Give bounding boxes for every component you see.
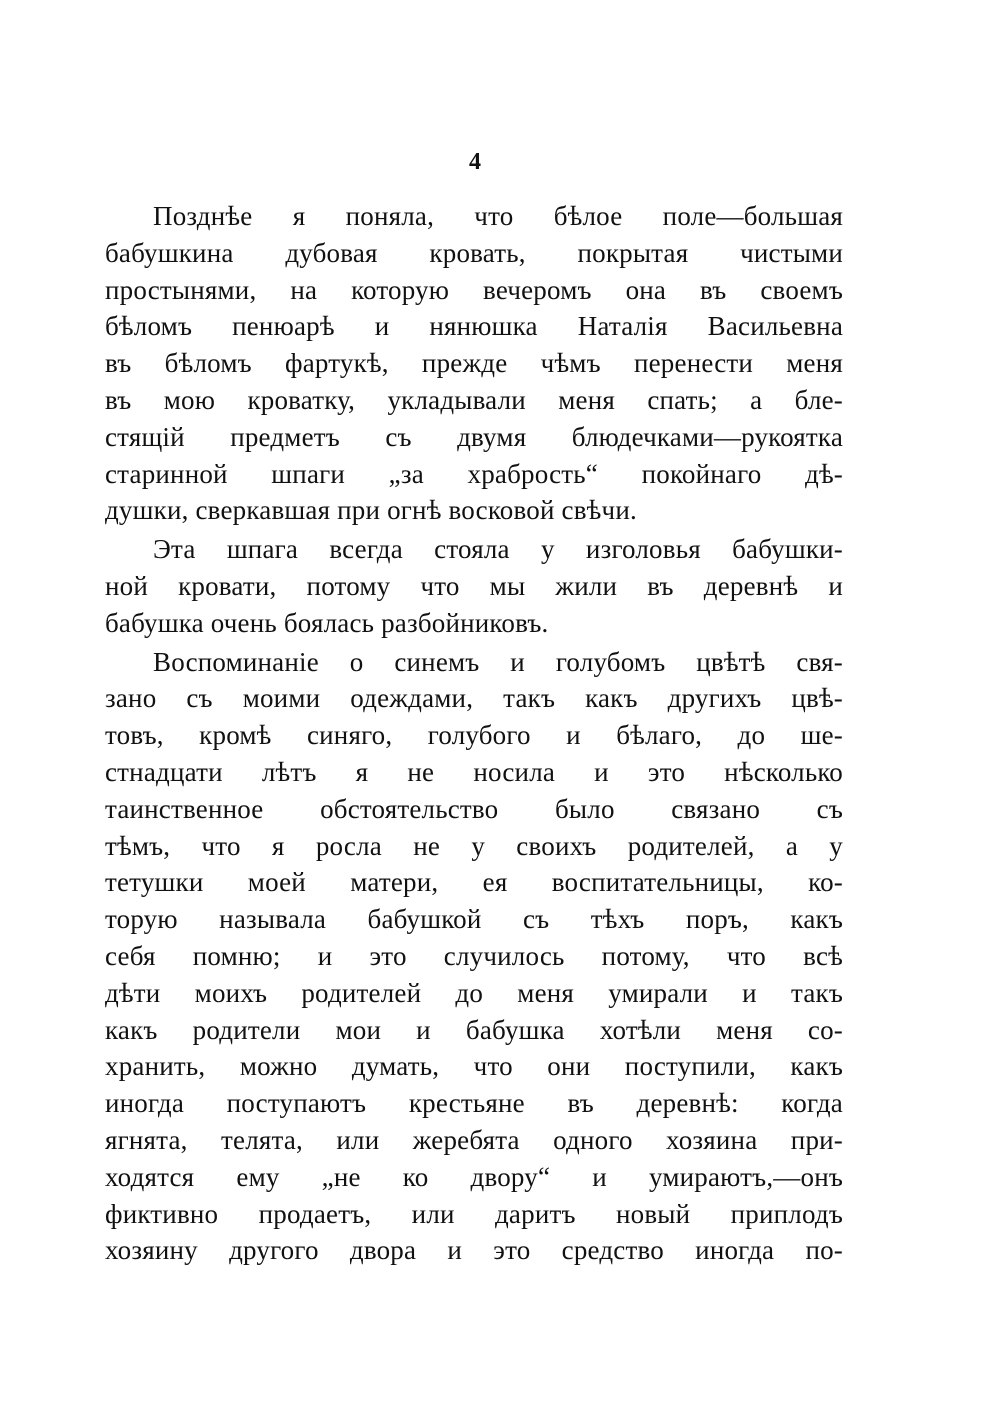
paragraph <box>105 198 843 529</box>
text-line: иногда поступаютъ крестьяне въ деревнѣ: когда <box>105 1088 843 1119</box>
text-line: ходятся ему „не ко двору“ и умираютъ,—онъ <box>105 1161 843 1192</box>
text-line: простынями, на которую вечеромъ она въ своемъ <box>105 274 843 305</box>
text-line: какъ родители мои и бабушка хотѣли меня со- <box>105 1014 843 1045</box>
text-line: бѣломъ пенюарѣ и нянюшка Наталія Васильевна <box>105 311 843 342</box>
text-line: зано съ моими одеждами, такъ какъ другихъ цвѣ- <box>105 683 843 714</box>
text-line: дѣти моихъ родителей до меня умирали и такъ <box>105 977 843 1008</box>
text-line: тѣмъ, что я росла не у своихъ родителей, а у <box>105 830 843 861</box>
text-line: ной кровати, потому что мы жили въ деревнѣ и <box>105 570 843 601</box>
text-line: въ бѣломъ фартукѣ, прежде чѣмъ перенести меня <box>105 348 843 379</box>
text-line: бабушка очень боялась разбойниковъ. <box>105 607 549 638</box>
text-line: стящій предметъ съ двумя блюдечками—рукоятка <box>105 421 843 452</box>
paragraph <box>105 644 843 1270</box>
page-number: 4 <box>469 149 481 175</box>
text-line: Позднѣе я поняла, что бѣлое поле—большая <box>153 201 843 231</box>
text-line: старинной шпаги „за храбрость“ покойнаго дѣ- <box>105 458 843 489</box>
text-line: душки, сверкавшая при огнѣ восковой свѣчи. <box>105 495 637 526</box>
text-line: Эта шпага всегда стояла у изголовья бабушки- <box>153 534 843 565</box>
body-text <box>105 198 843 1269</box>
paragraph <box>105 531 843 641</box>
text-line: хозяину другого двора и это средство иногда по- <box>105 1235 843 1266</box>
text-line: тетушки моей матери, ея воспитательницы, ко- <box>105 867 843 898</box>
text-line: стнадцати лѣтъ я не носила и это нѣсколько <box>105 756 843 787</box>
text-line: ягнята, телята, или жеребята одного хозяина при- <box>105 1124 843 1155</box>
text-line: себя помню; и это случилось потому, что всѣ <box>105 940 843 971</box>
text-line: Воспоминаніе о синемъ и голубомъ цвѣтѣ свя- <box>153 646 843 677</box>
text-line: торую называла бабушкой съ тѣхъ поръ, какъ <box>105 904 843 935</box>
text-line: хранить, можно думать, что они поступили, какъ <box>105 1051 843 1082</box>
text-line: таинственное обстоятельство было связано съ <box>105 793 843 824</box>
text-line: въ мою кроватку, укладывали меня спать; а бле- <box>105 384 843 415</box>
text-line: бабушкина дубовая кровать, покрытая чистыми <box>105 237 843 268</box>
text-line: товъ, кромѣ синяго, голубого и бѣлаго, до ше- <box>105 720 843 751</box>
text-line: фиктивно продаетъ, или даритъ новый приплодъ <box>105 1198 843 1229</box>
